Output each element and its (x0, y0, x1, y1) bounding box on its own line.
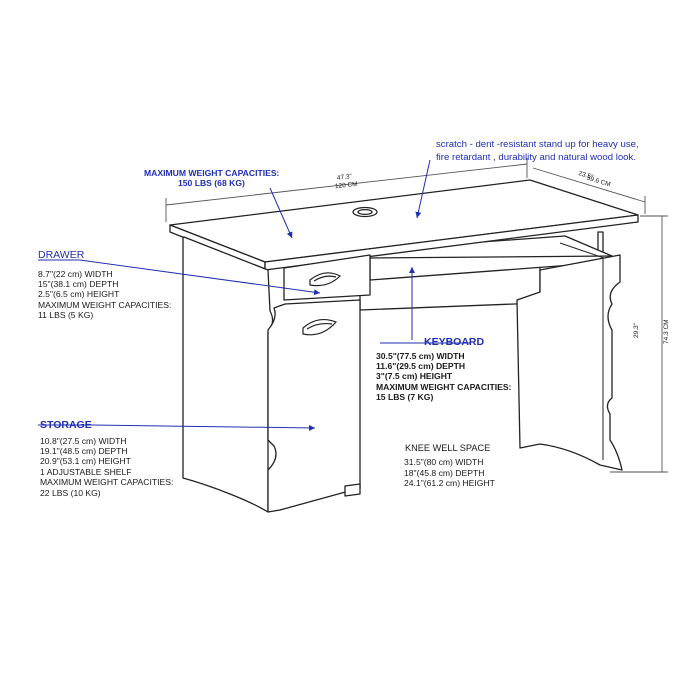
storage-width: 10.8"(27.5 cm) WIDTH (40, 435, 127, 446)
keyboard-width: 30.5"(77.5 cm) WIDTH (376, 350, 465, 361)
drawer-specs (38, 269, 171, 321)
left-pedestal-side (183, 237, 273, 512)
storage-specs (40, 436, 173, 498)
knee-well-title: KNEE WELL SPACE (405, 443, 491, 453)
material-note (436, 139, 639, 164)
keyboard-depth: 11.6"(29.5 cm) DEPTH (376, 360, 466, 371)
height-cm-label: 74.3 CM (663, 319, 670, 344)
drawer-width: 8.7"(22 cm) WIDTH (38, 268, 113, 279)
drawer-weight-title: MAXIMUM WEIGHT CAPACITIES: (38, 299, 172, 310)
width-inches-label: 47.3" (336, 173, 353, 182)
keyboard-height: 3"(7.5 cm) HEIGHT (376, 371, 453, 382)
knee-well-callout (404, 444, 495, 488)
drawer-depth: 15"(38.1 cm) DEPTH (38, 278, 119, 289)
max-weight-value: 150 LBS (68 KG) (178, 178, 245, 189)
grommet-hole (353, 208, 377, 217)
material-note-line2: fire retardant , durability and natural wood look. (436, 151, 636, 163)
depth-inches-label: 23.5" (577, 169, 594, 182)
keyboard-weight-title: MAXIMUM WEIGHT CAPACITIES: (376, 381, 512, 392)
knee-well-depth: 18"(45.8 cm) DEPTH (404, 467, 485, 478)
storage-shelf: 1 ADJUSTABLE SHELF (40, 466, 132, 477)
drawer-callout (38, 250, 171, 321)
keyboard-weight-value: 15 LBS (7 KG) (376, 392, 434, 403)
drawer-weight-value: 11 LBS (5 KG) (38, 310, 94, 321)
max-weight-callout (144, 168, 279, 189)
knee-well-specs (404, 457, 495, 488)
drawer-title: DRAWER (38, 249, 85, 261)
height-inches-label: 29.3" (633, 323, 640, 338)
storage-weight-value: 22 LBS (10 KG) (40, 487, 101, 498)
storage-depth: 19.1"(48.5 cm) DEPTH (40, 445, 128, 456)
pedestal-base (345, 484, 360, 496)
storage-weight-title: MAXIMUM WEIGHT CAPACITIES: (40, 477, 174, 488)
drawer-height: 2.5"(6.5 cm) HEIGHT (38, 289, 120, 300)
knee-well-height: 24.1"(61.2 cm) HEIGHT (404, 478, 495, 489)
knee-well-width: 31.5"(80 cm) WIDTH (404, 457, 484, 468)
keyboard-title: KEYBOARD (424, 336, 485, 348)
material-note-line1: scratch - dent -resistant stand up for heavy use, (436, 139, 639, 150)
storage-title: STORAGE (40, 419, 92, 431)
depth-cm-label: 59.6 CM (585, 174, 612, 189)
storage-callout (40, 420, 173, 498)
width-cm-label: 120 CM (334, 180, 359, 191)
keyboard-specs (376, 351, 511, 403)
max-weight-title: MAXIMUM WEIGHT CAPACITIES: (144, 168, 280, 178)
keyboard-callout (376, 337, 511, 403)
storage-height: 20.9"(53.1 cm) HEIGHT (40, 456, 131, 467)
